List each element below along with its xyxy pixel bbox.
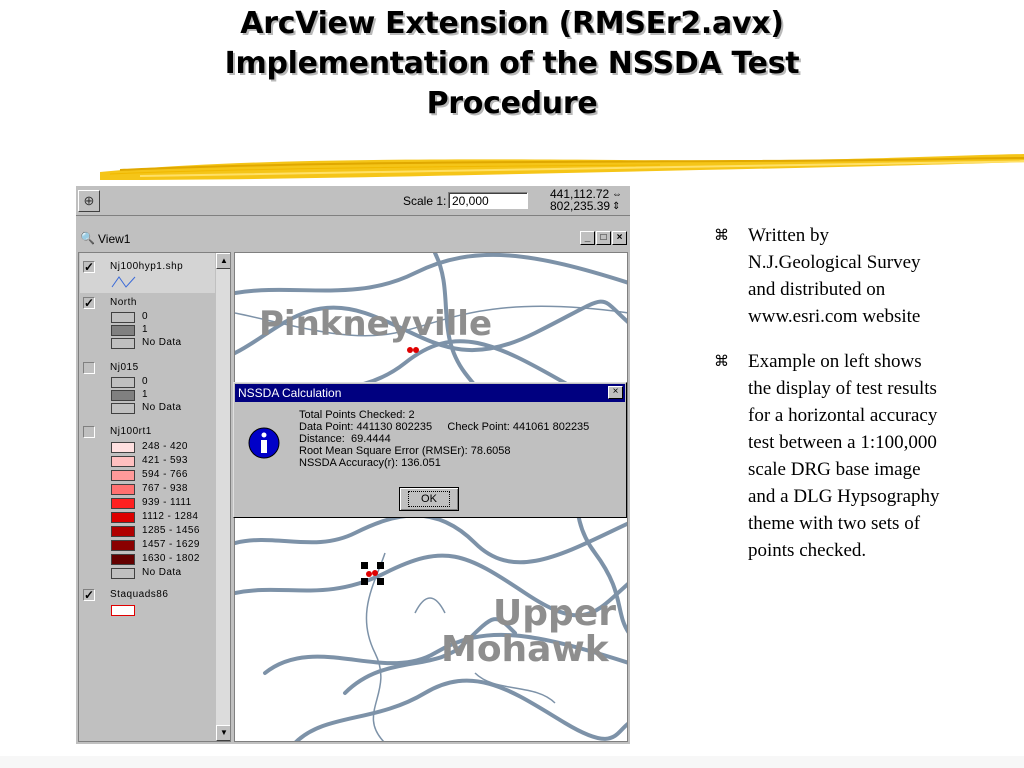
check-point-marker[interactable] bbox=[413, 347, 419, 353]
legend-class-label: 1112 - 1284 bbox=[142, 511, 199, 522]
selection-handle[interactable] bbox=[361, 562, 368, 569]
legend-swatch bbox=[111, 512, 135, 523]
table-of-contents bbox=[78, 252, 231, 742]
toolbar bbox=[76, 186, 630, 216]
theme-name: Staquads86 bbox=[110, 589, 169, 600]
bullet-item bbox=[708, 348, 944, 564]
command-bullet-icon: ⌘ bbox=[714, 226, 729, 244]
slide-footer-band bbox=[0, 756, 1024, 768]
view-name: View1 bbox=[98, 232, 131, 246]
legend-swatch bbox=[111, 325, 135, 336]
legend-class-label: 421 - 593 bbox=[142, 455, 188, 466]
line-symbol-icon bbox=[111, 275, 137, 289]
bullet-list bbox=[708, 222, 944, 574]
selection-handle[interactable] bbox=[377, 578, 384, 585]
theme-name: Nj100hyp1.shp bbox=[110, 261, 184, 272]
view-magnifier-icon: 🔍 bbox=[80, 231, 95, 245]
legend-swatch bbox=[111, 540, 135, 551]
theme-name: Nj100rt1 bbox=[110, 426, 152, 437]
map-label-upper: Upper bbox=[493, 593, 616, 634]
toc-scrollbar[interactable] bbox=[216, 253, 231, 741]
data-point-marker[interactable] bbox=[407, 347, 413, 353]
result-nssda-accuracy: NSSDA Accuracy(r): 136.051 bbox=[299, 457, 441, 469]
theme-checkbox[interactable]: ✓ bbox=[84, 296, 95, 310]
slide-title bbox=[60, 4, 964, 124]
legend-swatch bbox=[111, 390, 135, 401]
legend-class-label: 0 bbox=[142, 311, 148, 322]
zoom-full-extent-icon[interactable]: ⊕ bbox=[78, 190, 100, 212]
theme-name: North bbox=[110, 297, 137, 308]
ok-button[interactable] bbox=[399, 487, 459, 511]
title-line-2: Implementation of the NSSDA Test bbox=[224, 46, 800, 81]
coordinate-readout bbox=[550, 187, 611, 213]
legend-class-label: 1285 - 1456 bbox=[142, 525, 200, 536]
arcview-window bbox=[76, 186, 630, 744]
coordinate-arrows-icon: ⇔ ⇕ bbox=[612, 189, 622, 212]
title-line-3: Procedure bbox=[426, 86, 598, 121]
selection-handle[interactable] bbox=[361, 578, 368, 585]
legend-class-label: No Data bbox=[142, 567, 182, 578]
minimize-button[interactable]: _ bbox=[580, 231, 595, 245]
coord-y: 802,235.39 bbox=[550, 199, 611, 213]
bullet-item bbox=[708, 222, 944, 330]
legend-swatch bbox=[111, 312, 135, 323]
info-icon bbox=[248, 427, 280, 459]
legend-class-label: 1457 - 1629 bbox=[142, 539, 200, 550]
legend-swatch bbox=[111, 403, 135, 414]
nssda-calculation-dialog bbox=[233, 382, 627, 518]
legend-swatch bbox=[111, 456, 135, 467]
close-button[interactable]: × bbox=[612, 231, 627, 245]
coord-x: 441,112.72 bbox=[550, 187, 610, 201]
result-total-points: Total Points Checked: 2 bbox=[299, 409, 415, 421]
ok-button-label: OK bbox=[408, 491, 450, 507]
result-rmse: Root Mean Square Error (RMSEr): 78.6058 bbox=[299, 445, 511, 457]
legend-class-label: No Data bbox=[142, 337, 182, 348]
yellow-brush-stroke bbox=[100, 150, 1024, 186]
data-point-marker[interactable] bbox=[366, 571, 372, 577]
theme-checkbox[interactable]: ✓ bbox=[84, 588, 95, 602]
legend-swatch bbox=[111, 526, 135, 537]
legend-class-label: No Data bbox=[142, 402, 182, 413]
legend-swatch bbox=[111, 484, 135, 495]
legend-class-label: 939 - 1111 bbox=[142, 497, 192, 508]
selection-handle[interactable] bbox=[377, 562, 384, 569]
legend-swatch bbox=[111, 338, 135, 349]
scale-label: Scale 1: bbox=[403, 194, 447, 208]
legend-class-label: 248 - 420 bbox=[142, 441, 188, 452]
legend-class-label: 1630 - 1802 bbox=[142, 553, 200, 564]
legend-swatch bbox=[111, 442, 135, 453]
legend-swatch bbox=[111, 470, 135, 481]
maximize-button[interactable]: □ bbox=[596, 231, 611, 245]
map-label-pinkneyville: Pinkneyville bbox=[259, 304, 493, 344]
scale-input[interactable]: 20,000 bbox=[448, 192, 528, 209]
legend-class-label: 767 - 938 bbox=[142, 483, 188, 494]
legend-swatch bbox=[111, 554, 135, 565]
command-bullet-icon: ⌘ bbox=[714, 352, 729, 370]
dialog-titlebar[interactable] bbox=[235, 384, 625, 402]
scroll-down-icon[interactable]: ▼ bbox=[216, 725, 231, 741]
check-point-marker[interactable] bbox=[372, 570, 378, 576]
polygon-symbol-swatch bbox=[111, 605, 135, 616]
title-line-1: ArcView Extension (RMSEr2.avx) bbox=[240, 6, 784, 41]
theme-checkbox[interactable] bbox=[83, 362, 95, 374]
scroll-up-icon[interactable]: ▲ bbox=[216, 253, 231, 269]
legend-class-label: 594 - 766 bbox=[142, 469, 188, 480]
result-points: Data Point: 441130 802235 Check Point: 441061 802235 bbox=[299, 421, 590, 433]
dialog-close-icon[interactable]: × bbox=[608, 386, 623, 399]
legend-class-label: 1 bbox=[142, 324, 148, 335]
bullet-text: Example on left shows the display of test results for a horizontal accuracy test between a 1:100,000 scale DRG base image and a DLG Hypsography theme with two sets of points checked. bbox=[748, 351, 940, 561]
legend-swatch bbox=[111, 498, 135, 509]
window-controls bbox=[579, 231, 627, 249]
dialog-results bbox=[299, 409, 589, 469]
legend-swatch bbox=[111, 568, 135, 579]
result-distance: Distance: 69.4444 bbox=[299, 433, 391, 445]
legend-class-label: 1 bbox=[142, 389, 148, 400]
map-label-mohawk: Mohawk bbox=[441, 629, 609, 670]
dialog-title: NSSDA Calculation bbox=[238, 386, 342, 400]
theme-checkbox[interactable]: ✓ bbox=[84, 260, 95, 274]
theme-name: Nj015 bbox=[110, 362, 139, 373]
active-theme-highlight bbox=[80, 253, 215, 293]
legend-swatch bbox=[111, 377, 135, 388]
legend-class-label: 0 bbox=[142, 376, 148, 387]
bullet-text: Written by N.J.Geological Survey and distributed on www.esri.com website bbox=[748, 225, 921, 327]
view-titlebar[interactable] bbox=[76, 230, 630, 248]
theme-checkbox[interactable] bbox=[83, 426, 95, 438]
